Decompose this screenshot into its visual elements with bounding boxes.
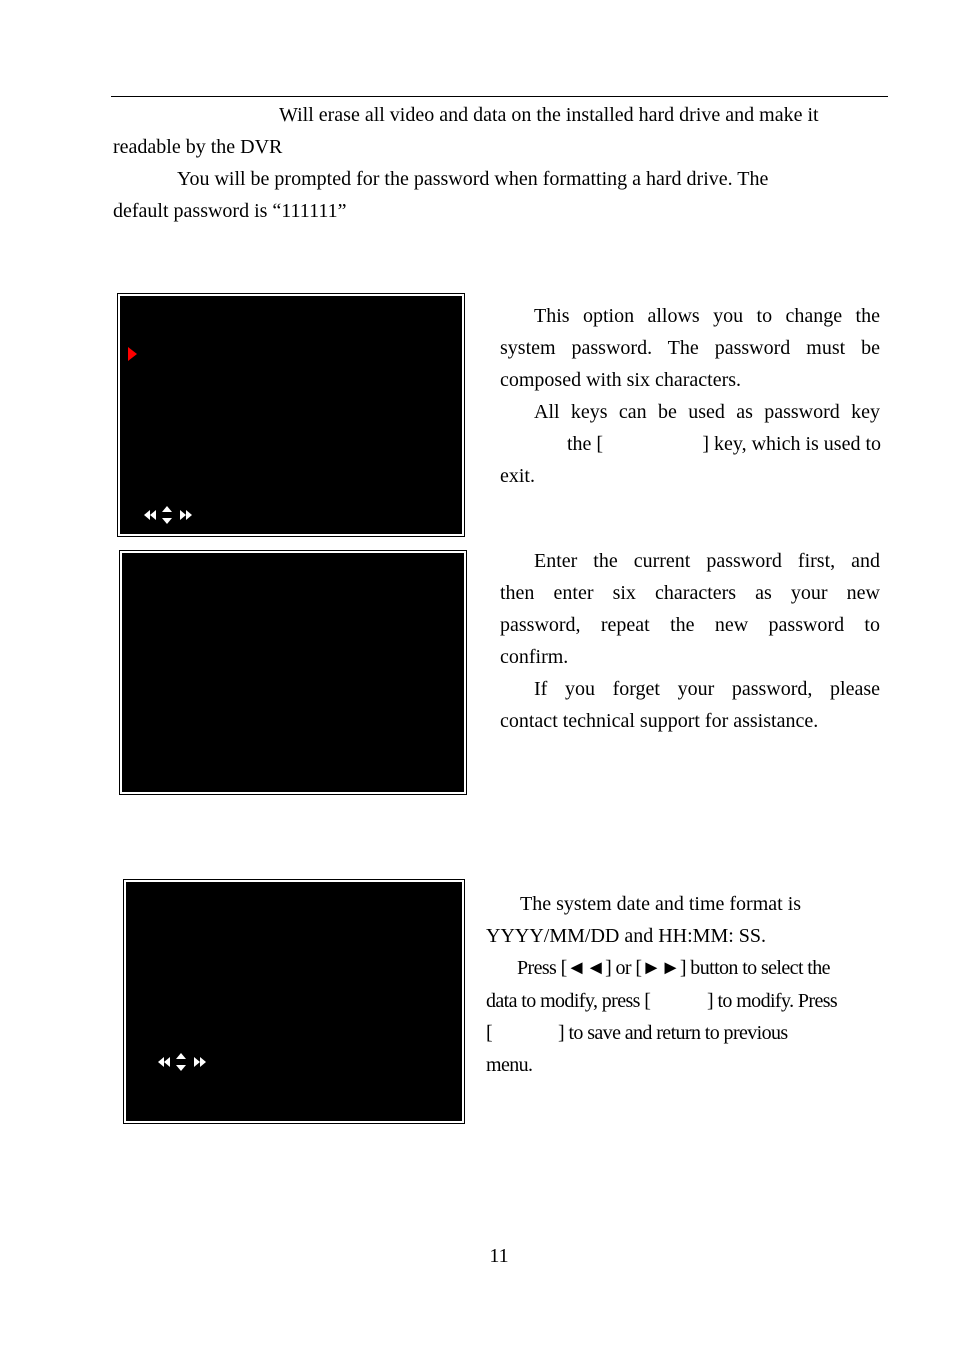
change-password-line2: then enter six characters as your new — [500, 582, 880, 604]
date-modify-line4: menu. — [486, 1054, 533, 1076]
date-modify-line2a: data to modify, press [ — [486, 990, 651, 1012]
password-desc-line1: This option allows you to change the — [534, 305, 880, 327]
password-keys-line2b: ] key, which is used to — [702, 433, 881, 455]
navigation-arrows-icon — [157, 1052, 207, 1072]
password-desc-line3: composed with six characters. — [500, 369, 742, 391]
forgot-password-line1: If you forget your password, please — [534, 678, 880, 700]
password-keys-line3: exit. — [500, 465, 535, 487]
date-time-screenshot — [123, 879, 465, 1124]
date-modify-line1: Press [◄◄] or [►►] button to select the — [517, 957, 830, 979]
format-note-line2: default password is “111111” — [113, 200, 347, 222]
format-description-line1: Will erase all video and data on the installed hard drive and make it — [279, 104, 819, 126]
date-modify-line3a: [ — [486, 1022, 493, 1044]
password-keys-line1: All keys can be used as password key — [534, 401, 880, 423]
format-description-line2: readable by the DVR — [113, 136, 283, 158]
date-format-line1: The system date and time format is — [520, 893, 802, 915]
password-desc-line2: system password. The password must be — [500, 337, 880, 359]
change-password-screenshot — [119, 550, 467, 795]
password-menu-screenshot — [117, 293, 465, 537]
format-note-line1: You will be prompted for the password when formatting a hard drive. The — [177, 168, 769, 190]
header-rule — [111, 96, 888, 97]
password-keys-line2a: the [ — [567, 433, 604, 455]
forgot-password-line2: contact technical support for assistance. — [500, 710, 819, 732]
page-number: 11 — [489, 1245, 509, 1267]
selection-cursor-icon — [128, 347, 138, 361]
navigation-arrows-icon — [143, 505, 193, 525]
date-format-line2: YYYY/MM/DD and HH:MM: SS. — [486, 925, 767, 947]
change-password-line3: password, repeat the new password to — [500, 614, 880, 636]
change-password-line1: Enter the current password first, and — [534, 550, 880, 572]
change-password-line4: confirm. — [500, 646, 569, 668]
date-modify-line2b: ] to modify. Press — [707, 990, 838, 1012]
date-modify-line3b: ] to save and return to previous — [558, 1022, 788, 1044]
